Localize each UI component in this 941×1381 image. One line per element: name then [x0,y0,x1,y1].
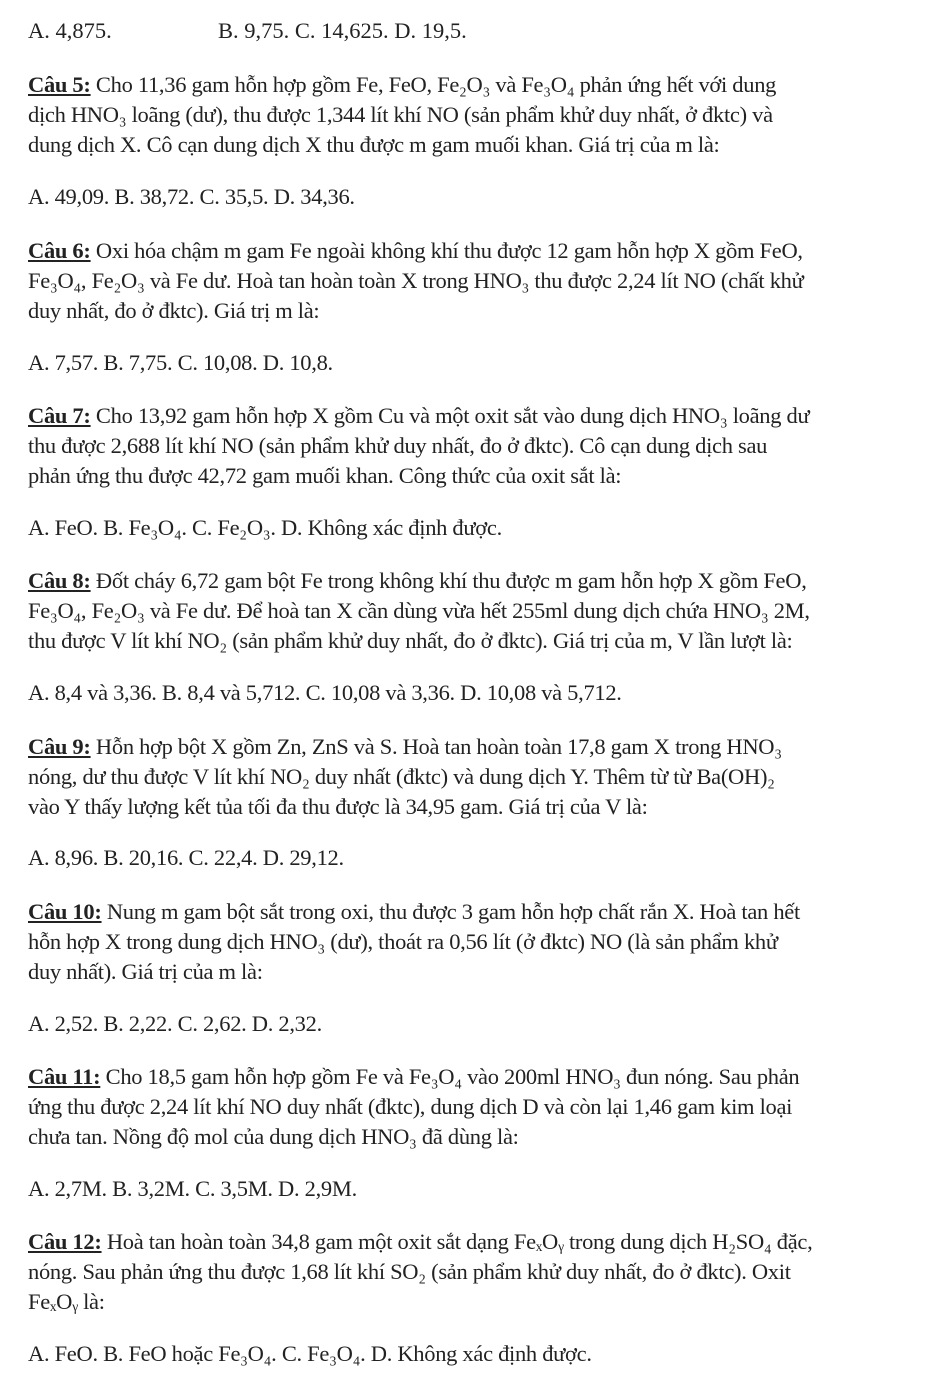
question-10-label: Câu 10: [28,899,102,924]
question-12-line-1 [28,1227,812,1257]
question-11-text-1: Cho 18,5 gam hỗn hợp gồm Fe và Fe₃O₄ vào 200ml HNO₃ đun nóng. Sau phản [100,1064,800,1089]
question-8-label: Câu 8: [28,568,91,593]
question-9-label: Câu 9: [28,734,91,759]
top-options-bcd: B. 9,75. C. 14,625. D. 19,5. [218,18,467,43]
question-6-text-1: Oxi hóa chậm m gam Fe ngoài không khí thu được 12 gam hỗn hợp X gồm FeO, [90,238,803,263]
question-11-options: A. 2,7M. B. 3,2M. C. 3,5M. D. 2,9M. [28,1176,357,1201]
question-12-text-1: Hoà tan hoàn toàn 34,8 gam một oxit sắt dạng FeₓOᵧ trong dung dịch H₂SO₄ đặc, [101,1229,813,1254]
question-7-text-1: Cho 13,92 gam hỗn hợp X gồm Cu và một oxit sắt vào dung dịch HNO₃ loãng dư [90,403,810,428]
question-10-line-1 [28,897,800,927]
question-10-line-2: hỗn hợp X trong dung dịch HNO₃ (dư), thoát ra 0,56 lít (ở đktc) NO (là sản phẩm khử [28,929,778,954]
question-10-text-1: Nung m gam bột sắt trong oxi, thu được 3 gam hỗn hợp chất rắn X. Hoà tan hết [101,899,800,924]
question-8-line-1 [28,566,807,596]
question-12-line-3: FeₓOᵧ là: [28,1289,105,1314]
question-9-text-1: Hỗn hợp bột X gồm Zn, ZnS và S. Hoà tan hoàn toàn 17,8 gam X trong HNO₃ [90,734,782,759]
question-7-line-1 [28,401,809,431]
question-9-line-3: vào Y thấy lượng kết tủa tối đa thu được là 34,95 gam. Giá trị của V là: [28,794,648,819]
question-8-line-3: thu được V lít khí NO₂ (sản phẩm khử duy nhất, đo ở đktc). Giá trị của m, V lần lượt là: [28,628,793,653]
question-11-line-2: ứng thu được 2,24 lít khí NO duy nhất (đktc), dung dịch D và còn lại 1,46 gam kim loại [28,1094,793,1119]
question-8-text-1: Đốt cháy 6,72 gam bột Fe trong không khí thu được m gam hỗn hợp X gồm FeO, [90,568,807,593]
question-12-line-2: nóng. Sau phản ứng thu được 1,68 lít khí SO₂ (sản phẩm khử duy nhất, đo ở đktc). Oxit [28,1259,791,1284]
question-7-line-2: thu được 2,688 lít khí NO (sản phẩm khử duy nhất, đo ở đktc). Cô cạn dung dịch sau [28,433,768,458]
question-6-options: A. 7,57. B. 7,75. C. 10,08. D. 10,8. [28,350,333,375]
question-8-line-2: Fe₃O₄, Fe₂O₃ và Fe dư. Để hoà tan X cần dùng vừa hết 255ml dung dịch chứa HNO₃ 2M, [28,598,810,623]
question-9-line-2: nóng, dư thu được V lít khí NO₂ duy nhất (đktc) và dung dịch Y. Thêm từ từ Ba(OH)₂ [28,764,775,789]
question-7-line-3: phản ứng thu được 42,72 gam muối khan. Công thức của oxit sắt là: [28,463,622,488]
question-6-line-1 [28,236,803,266]
question-12-label: Câu 12: [28,1229,102,1254]
top-option-a: A. 4,875. [28,18,112,43]
question-6-label: Câu 6: [28,238,91,263]
question-11-line-3: chưa tan. Nồng độ mol của dung dịch HNO₃ đã dùng là: [28,1124,519,1149]
question-5-options: A. 49,09. B. 38,72. C. 35,5. D. 34,36. [28,184,355,209]
question-10-line-3: duy nhất). Giá trị của m là: [28,959,263,984]
question-11-label: Câu 11: [28,1064,101,1089]
question-5-line-1 [28,70,776,100]
question-6-line-3: duy nhất, đo ở đktc). Giá trị m là: [28,298,320,323]
question-5-text-1: Cho 11,36 gam hỗn hợp gồm Fe, FeO, Fe₂O₃ và Fe₃O₄ phản ứng hết với dung [90,72,777,97]
question-5-label: Câu 5: [28,72,91,97]
question-10-options: A. 2,52. B. 2,22. C. 2,62. D. 2,32. [28,1011,322,1036]
question-5-line-2: dịch HNO₃ loãng (dư), thu được 1,344 lít khí NO (sản phẩm khử duy nhất, ở đktc) và [28,102,773,127]
question-11-line-1 [28,1062,799,1092]
question-12-options: A. FeO. B. FeO hoặc Fe₃O₄. C. Fe₃O₄. D. Không xác định được. [28,1341,592,1366]
question-9-options: A. 8,96. B. 20,16. C. 22,4. D. 29,12. [28,845,344,870]
question-6-line-2: Fe₃O₄, Fe₂O₃ và Fe dư. Hoà tan hoàn toàn X trong HNO₃ thu được 2,24 lít NO (chất khử [28,268,804,293]
question-8-options: A. 8,4 và 3,36. B. 8,4 và 5,712. C. 10,08 và 3,36. D. 10,08 và 5,712. [28,680,622,705]
question-9-line-1 [28,732,782,762]
question-5-line-3: dung dịch X. Cô cạn dung dịch X thu được m gam muối khan. Giá trị của m là: [28,132,720,157]
question-7-options: A. FeO. B. Fe₃O₄. C. Fe₂O₃. D. Không xác định được. [28,515,502,540]
question-7-label: Câu 7: [28,403,91,428]
